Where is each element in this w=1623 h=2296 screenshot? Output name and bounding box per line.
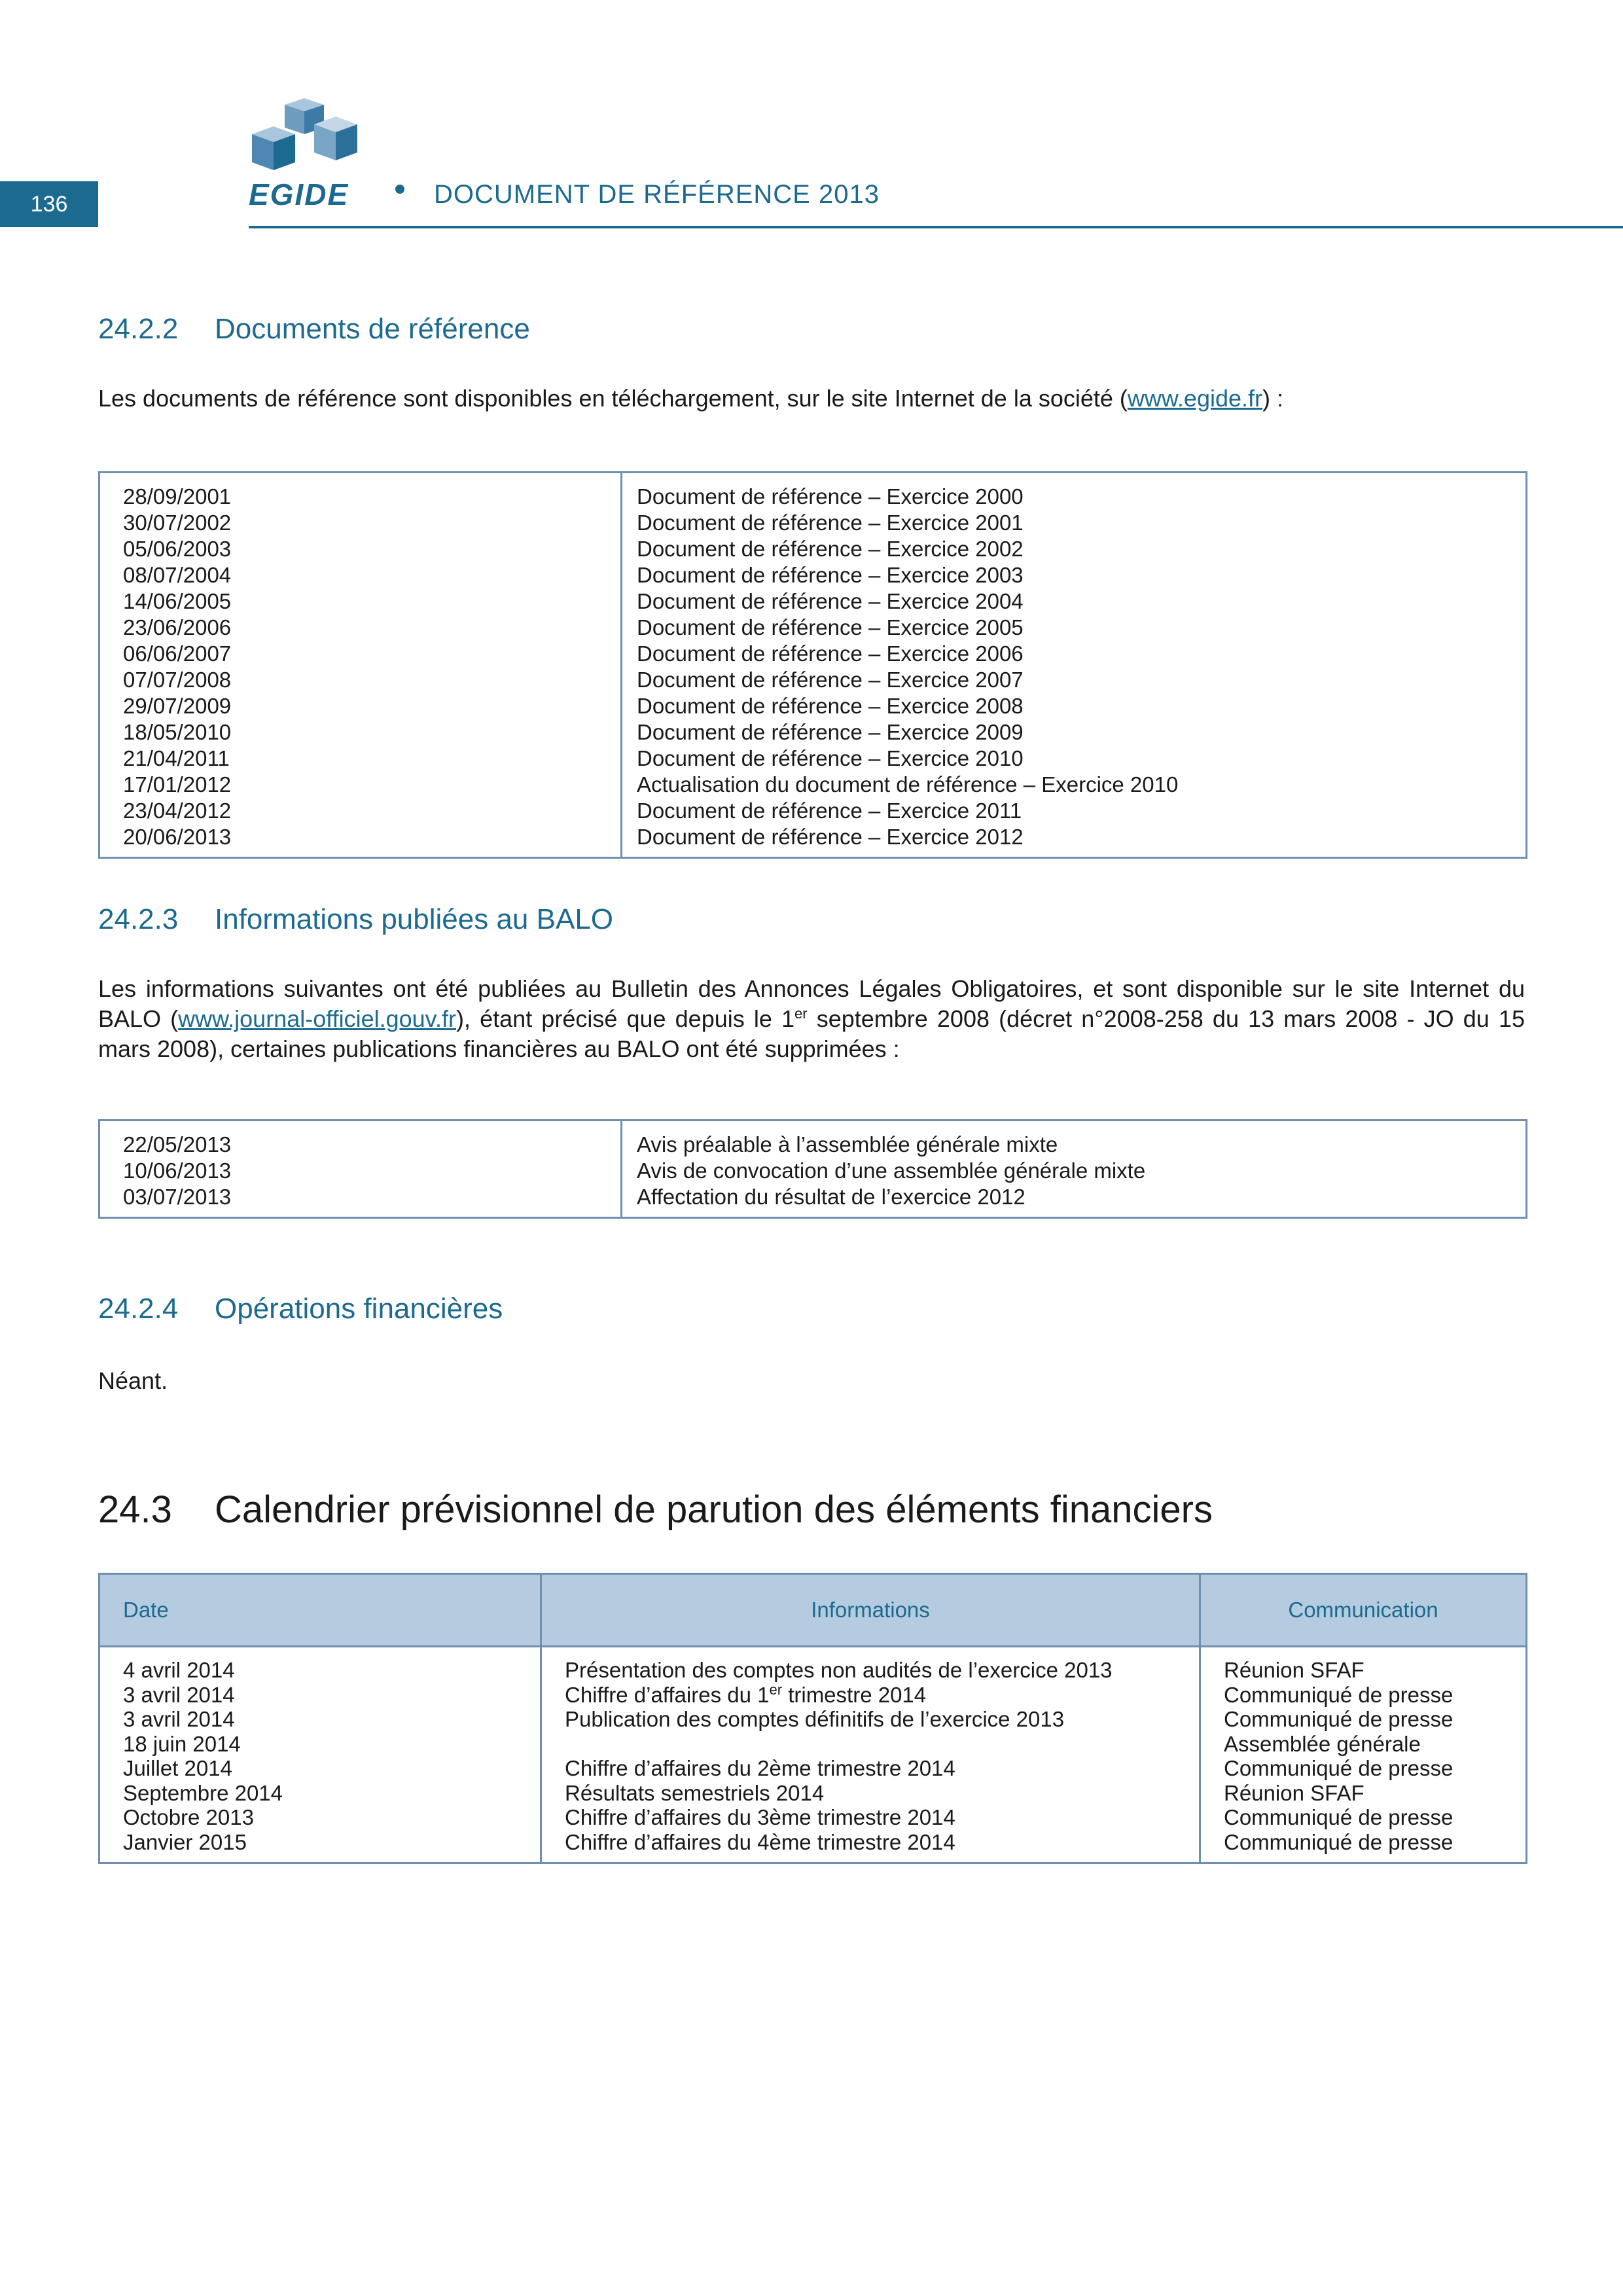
- information-text: Chiffre d’affaires du 1: [565, 1682, 770, 1707]
- table-row-communication: Assemblée générale: [1224, 1731, 1421, 1756]
- table-row-information: [565, 1732, 1199, 1757]
- dates-column: [100, 1121, 622, 1217]
- table-row-date: 28/09/2001: [123, 484, 232, 509]
- table-row-date: 06/06/2007: [123, 641, 232, 666]
- table-row-date: 05/06/2003: [123, 537, 232, 561]
- table-row-date: 18/05/2010: [123, 720, 232, 744]
- superscript: er: [794, 1005, 808, 1022]
- section-2423-intro: [98, 974, 1525, 1064]
- page-number: 136: [0, 181, 98, 227]
- table-row-document: Document de référence – Exercice 2008: [637, 694, 1024, 718]
- table-row-document: Document de référence – Exercice 2005: [637, 615, 1024, 639]
- journal-officiel-link[interactable]: www.journal-officiel.gouv.fr: [178, 1005, 457, 1032]
- dates-column: [100, 1647, 542, 1862]
- table-row-publication: Avis préalable à l’assemblée générale mixte: [637, 1132, 1058, 1157]
- section-number: 24.2.2: [98, 313, 179, 345]
- section-heading-2422: [98, 313, 530, 346]
- table-row-document: Document de référence – Exercice 2007: [637, 668, 1024, 692]
- table-body: [100, 1647, 1525, 1862]
- document-title: DOCUMENT DE RÉFÉRENCE 2013: [434, 180, 880, 209]
- table-row-document: Document de référence – Exercice 2000: [637, 484, 1024, 509]
- table-row-document: Actualisation du document de référence – Exercice 2010: [637, 772, 1179, 797]
- informations-column: [542, 1647, 1201, 1862]
- table-row-date: Juillet 2014: [123, 1756, 232, 1780]
- reference-documents-table: [98, 471, 1527, 859]
- table-row-document: Document de référence – Exercice 2009: [637, 720, 1024, 744]
- table-row-information: Résultats semestriels 2014: [565, 1780, 825, 1805]
- table-row-information: Chiffre d’affaires du 3ème trimestre 2014: [565, 1805, 955, 1829]
- header-communication: Communication: [1288, 1598, 1438, 1622]
- table-row-date: 29/07/2009: [123, 694, 232, 718]
- table-row-date: Septembre 2014: [123, 1780, 283, 1805]
- table-row-date: Janvier 2015: [123, 1829, 247, 1854]
- financial-calendar-table: [98, 1573, 1527, 1864]
- dates-column: [100, 473, 622, 857]
- table-row-document: Document de référence – Exercice 2012: [637, 825, 1024, 849]
- table-row-document: Document de référence – Exercice 2003: [637, 563, 1024, 587]
- section-2422-intro: [98, 384, 1525, 414]
- table-row-information: [565, 1683, 1199, 1708]
- table-row-date: 03/07/2013: [123, 1185, 232, 1209]
- intro-text: Les informations suivantes ont été publiées au Bulletin des Annonces Légales Obligatoires, et sont disponible sur le site Internet du BALO (: [98, 975, 1525, 1032]
- table-row-communication: Réunion SFAF: [1224, 1780, 1364, 1805]
- table-row-date: 18 juin 2014: [123, 1731, 241, 1756]
- documents-column: [622, 473, 1525, 857]
- table-header-row: [100, 1575, 1525, 1647]
- table-row-information: Présentation des comptes non audités de l’exercice 2013: [565, 1658, 1113, 1682]
- table-row-document: Document de référence – Exercice 2001: [637, 511, 1024, 535]
- table-row-date: 30/07/2002: [123, 511, 232, 535]
- balo-publications-table: [98, 1119, 1527, 1219]
- table-row-date: 4 avril 2014: [123, 1658, 235, 1682]
- table-row-communication: Communiqué de presse: [1224, 1756, 1454, 1780]
- section-title: Opérations financières: [215, 1293, 503, 1325]
- table-row-date: 07/07/2008: [123, 668, 232, 692]
- egide-website-link[interactable]: www.egide.fr: [1127, 385, 1263, 412]
- logo-wordmark: EGIDE: [249, 177, 349, 211]
- table-row-information: Chiffre d’affaires du 4ème trimestre 2014: [565, 1829, 955, 1854]
- table-row-communication: Communiqué de presse: [1224, 1682, 1454, 1707]
- header-informations: Informations: [542, 1575, 1201, 1645]
- table-row-date: 23/06/2006: [123, 615, 232, 639]
- superscript: er: [769, 1681, 783, 1698]
- section-number: 24.2.4: [98, 1293, 179, 1325]
- header-date: Date: [100, 1575, 542, 1645]
- section-2424-text: Néant.: [98, 1367, 168, 1394]
- section-title: Calendrier prévisionnel de parution des éléments financiers: [215, 1488, 1213, 1531]
- table-row-date: 21/04/2011: [123, 746, 230, 770]
- table-row-date: 3 avril 2014: [123, 1707, 235, 1731]
- header-divider: [249, 226, 1623, 228]
- table-row-date: 23/04/2012: [123, 798, 232, 823]
- table-row-information: Chiffre d’affaires du 2ème trimestre 2014: [565, 1756, 955, 1780]
- section-heading-2423: [98, 903, 613, 936]
- intro-text-2: ), étant précisé que depuis le 1: [456, 1005, 795, 1032]
- intro-text: Les documents de référence sont disponibles en téléchargement, sur le site Internet de la société (: [98, 385, 1128, 412]
- header-bullet: [395, 185, 404, 194]
- table-row-date: 10/06/2013: [123, 1158, 232, 1183]
- table-row-document: Document de référence – Exercice 2004: [637, 589, 1024, 613]
- intro-text-end: ) :: [1262, 385, 1284, 412]
- table-row-information: Publication des comptes définitifs de l’exercice 2013: [565, 1707, 1065, 1731]
- table-row-publication: Affectation du résultat de l’exercice 2012: [637, 1185, 1026, 1209]
- table-row-document: Document de référence – Exercice 2011: [637, 798, 1022, 823]
- table-row-date: 08/07/2004: [123, 563, 232, 587]
- publications-column: [622, 1121, 1525, 1217]
- table-row-communication: Communiqué de presse: [1224, 1805, 1454, 1829]
- table-row-date: Octobre 2013: [123, 1805, 254, 1829]
- section-heading-243: [98, 1488, 1213, 1532]
- information-text-end: trimestre 2014: [782, 1682, 927, 1707]
- table-row-document: Document de référence – Exercice 2002: [637, 537, 1024, 561]
- section-title: Informations publiées au BALO: [215, 903, 614, 935]
- table-row-date: 3 avril 2014: [123, 1682, 235, 1707]
- section-heading-2424: [98, 1293, 503, 1325]
- table-row-publication: Avis de convocation d’une assemblée générale mixte: [637, 1158, 1146, 1183]
- table-row-document: Document de référence – Exercice 2006: [637, 641, 1024, 666]
- table-row-date: 20/06/2013: [123, 825, 232, 849]
- table-row-communication: Communiqué de presse: [1224, 1829, 1454, 1854]
- section-title: Documents de référence: [215, 313, 530, 345]
- table-row-date: 14/06/2005: [123, 589, 232, 613]
- table-row-document: Document de référence – Exercice 2010: [637, 746, 1024, 770]
- table-row-communication: Communiqué de presse: [1224, 1707, 1454, 1731]
- communication-column: [1201, 1647, 1525, 1862]
- table-row-date: 17/01/2012: [123, 772, 232, 797]
- intro-text-3: septembre 2008 (décret n°2008-258 du 13 mars 2008 - JO du 15 mars 2008), certaines publications financières au BALO ont été supprimées :: [98, 1005, 1525, 1062]
- table-row-date: 22/05/2013: [123, 1132, 232, 1157]
- section-number: 24.2.3: [98, 903, 179, 935]
- table-row-communication: Réunion SFAF: [1224, 1658, 1364, 1682]
- section-number: 24.3: [98, 1488, 172, 1531]
